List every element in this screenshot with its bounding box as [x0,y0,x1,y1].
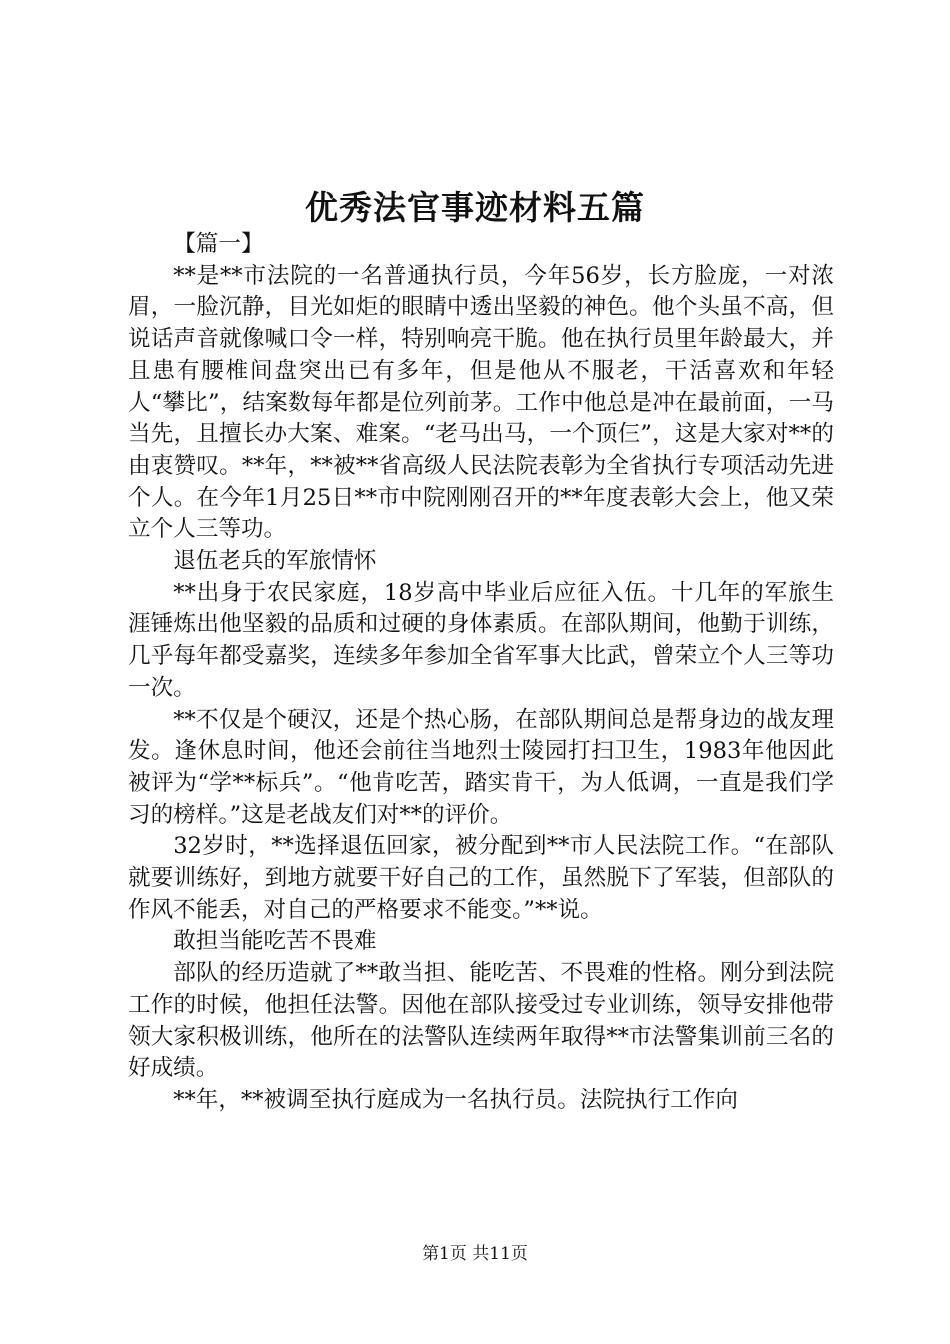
paragraph: 32岁时，**选择退伍回家，被分配到**市人民法院工作。“在部队就要训练好，到地方就要干好自己的工作，虽然脱下了军装，但部队的作风不能丢，对自己的严格要求不能变。”**说。 [128,833,834,923]
paragraph: **不仅是个硬汉，还是个热心肠，在部队期间总是帮身边的战友理发。逢休息时间，他还会前往当地烈士陵园打扫卫生，1983年他因此被评为“学**标兵”。“他肯吃苦，踏实肯干，为人低调，一直是我们学习的榜样。”这是老战友们对**的评价。 [128,706,834,828]
document-title: 优秀法官事迹材料五篇 [305,188,645,227]
paragraph: **出身于农民家庭，18岁高中毕业后应征入伍。十几年的军旅生涯锤炼出他坚毅的品质和过硬的身体素质。在部队期间，他勤于训练，几乎每年都受嘉奖，连续多年参加全省军事大比武，曾荣立个人三等功一次。 [128,579,834,701]
document-body [128,229,834,1117]
subheading: 退伍老兵的军旅情怀 [173,548,377,575]
paragraph: **年，**被调至执行庭成为一名执行员。法院执行工作向 [173,1086,739,1113]
paragraph: **是**市法院的一名普通执行员，今年56岁，长方脸庞，一对浓眉，一脸沉静，目光如炬的眼睛中透出坚毅的神色。他个头虽不高，但说话声音就像喊口令一样，特别响亮干脆。他在执行员里年龄最大，并且患有腰椎间盘突出已有多年，但是他从不服老，干活喜欢和年轻人“攀比”，结案数每年都是位列前茅。工作中他总是冲在最前面，一马当先，且擅长办大案、难案。“老马出马，一个顶仨”，这是大家对**的由衷赞叹。**年，**被**省高级人民法院表彰为全省执行专项活动先进个人。在今年1月25日**市中院刚刚召开的**年度表彰大会上，他又荣立个人三等功。 [128,262,834,543]
paragraph: 部队的经历造就了**敢当担、能吃苦、不畏难的性格。刚分到法院工作的时候，他担任法警。因他在部队接受过专业训练，领导安排他带领大家积极训练，他所在的法警队连续两年取得**市法警集训前三名的好成绩。 [128,960,834,1082]
page-footer: 第1页 共11页 [422,1244,528,1264]
section-marker: 【篇一】 [173,231,264,257]
subheading: 敢担当能吃苦不畏难 [173,928,377,955]
